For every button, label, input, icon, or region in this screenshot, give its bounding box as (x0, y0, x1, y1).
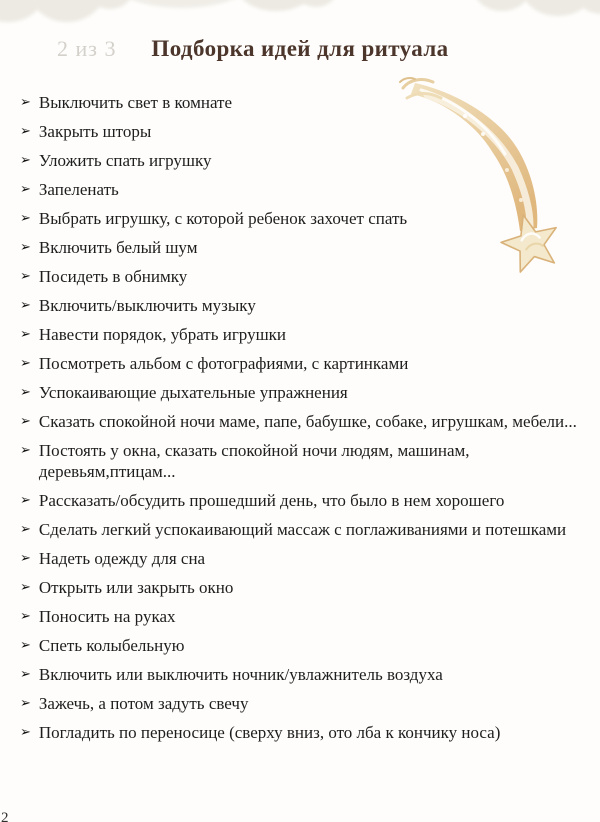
arrow-bullet-icon: ➢ (20, 124, 31, 139)
arrow-bullet-icon: ➢ (20, 240, 31, 255)
shooting-star-illustration (395, 68, 580, 280)
arrow-bullet-icon: ➢ (20, 269, 31, 284)
list-item-text: Сказать спокойной ночи маме, папе, бабушке, собаке, игрушкам, мебели... (38, 412, 577, 431)
arrow-bullet-icon: ➢ (20, 211, 31, 226)
list-item-text: Включить белый шум (38, 238, 198, 257)
arrow-bullet-icon: ➢ (20, 522, 31, 537)
list-item (20, 353, 578, 374)
list-item (20, 440, 578, 482)
arrow-bullet-icon: ➢ (20, 95, 31, 110)
page-header (0, 34, 600, 66)
arrow-bullet-icon: ➢ (20, 638, 31, 653)
list-item-text: Успокаивающие дыхательные упражнения (38, 383, 348, 402)
list-item (20, 577, 578, 598)
arrow-bullet-icon: ➢ (20, 356, 31, 371)
list-item (20, 411, 578, 432)
list-item-text: Постоять у окна, сказать спокойной ночи людям, машинам, деревьям,птицам... (38, 441, 470, 481)
list-item (20, 722, 578, 743)
page-title: Подборка идей для ритуала (151, 36, 449, 61)
cloud-shape (474, 0, 530, 11)
arrow-bullet-icon: ➢ (20, 298, 31, 313)
list-item-text: Посидеть в обнимку (38, 267, 188, 286)
list-item-text: Поносить на руках (38, 607, 176, 626)
cloud-shape (106, 0, 258, 8)
list-item (20, 635, 578, 656)
arrow-bullet-icon: ➢ (20, 327, 31, 342)
list-item-text: Погладить по переносице (сверху вниз, ото лба к кончику носа) (38, 723, 501, 742)
list-item (20, 548, 578, 569)
page-indicator: 2 из 3 (57, 36, 117, 61)
arrow-bullet-icon: ➢ (20, 385, 31, 400)
arrow-bullet-icon: ➢ (20, 696, 31, 711)
arrow-bullet-icon: ➢ (20, 493, 31, 508)
list-item-text: Открыть или закрыть окно (38, 578, 234, 597)
list-item (20, 664, 578, 685)
list-item-text: Посмотреть альбом с фотографиями, с картинками (38, 354, 409, 373)
arrow-bullet-icon: ➢ (20, 443, 31, 458)
list-item (20, 382, 578, 403)
arrow-bullet-icon: ➢ (20, 414, 31, 429)
corner-page-number-fragment: 2 (1, 810, 9, 822)
list-item-text: Выключить свет в комнате (38, 93, 233, 112)
list-item-text: Выбрать игрушку, с которой ребенок захочет спать (38, 209, 408, 228)
arrow-bullet-icon: ➢ (20, 609, 31, 624)
arrow-bullet-icon: ➢ (20, 153, 31, 168)
list-item (20, 324, 578, 345)
list-item-text: Включить/выключить музыку (38, 296, 256, 315)
arrow-bullet-icon: ➢ (20, 580, 31, 595)
arrow-bullet-icon: ➢ (20, 725, 31, 740)
list-item (20, 490, 578, 511)
list-item-text: Рассказать/обсудить прошедший день, что было в нем хорошего (38, 491, 505, 510)
list-item (20, 295, 578, 316)
comet-tail-icon (400, 78, 537, 231)
list-item-text: Зажечь, а потом задуть свечу (38, 694, 249, 713)
list-item (20, 693, 578, 714)
list-item (20, 606, 578, 627)
list-item-text: Надеть одежду для сна (38, 549, 206, 568)
list-item-text: Спеть колыбельную (38, 636, 185, 655)
list-item (20, 519, 578, 540)
list-item-text: Сделать легкий успокаивающий массаж с поглаживаниями и потешками (38, 520, 567, 539)
list-item-text: Уложить спать игрушку (38, 151, 212, 170)
list-item-text: Включить или выключить ночник/увлажнитель воздуха (38, 665, 443, 684)
list-item-text: Навести порядок, убрать игрушки (38, 325, 287, 344)
arrow-bullet-icon: ➢ (20, 182, 31, 197)
list-item-text: Закрыть шторы (38, 122, 152, 141)
arrow-bullet-icon: ➢ (20, 551, 31, 566)
list-item-text: Запеленать (38, 180, 119, 199)
arrow-bullet-icon: ➢ (20, 667, 31, 682)
